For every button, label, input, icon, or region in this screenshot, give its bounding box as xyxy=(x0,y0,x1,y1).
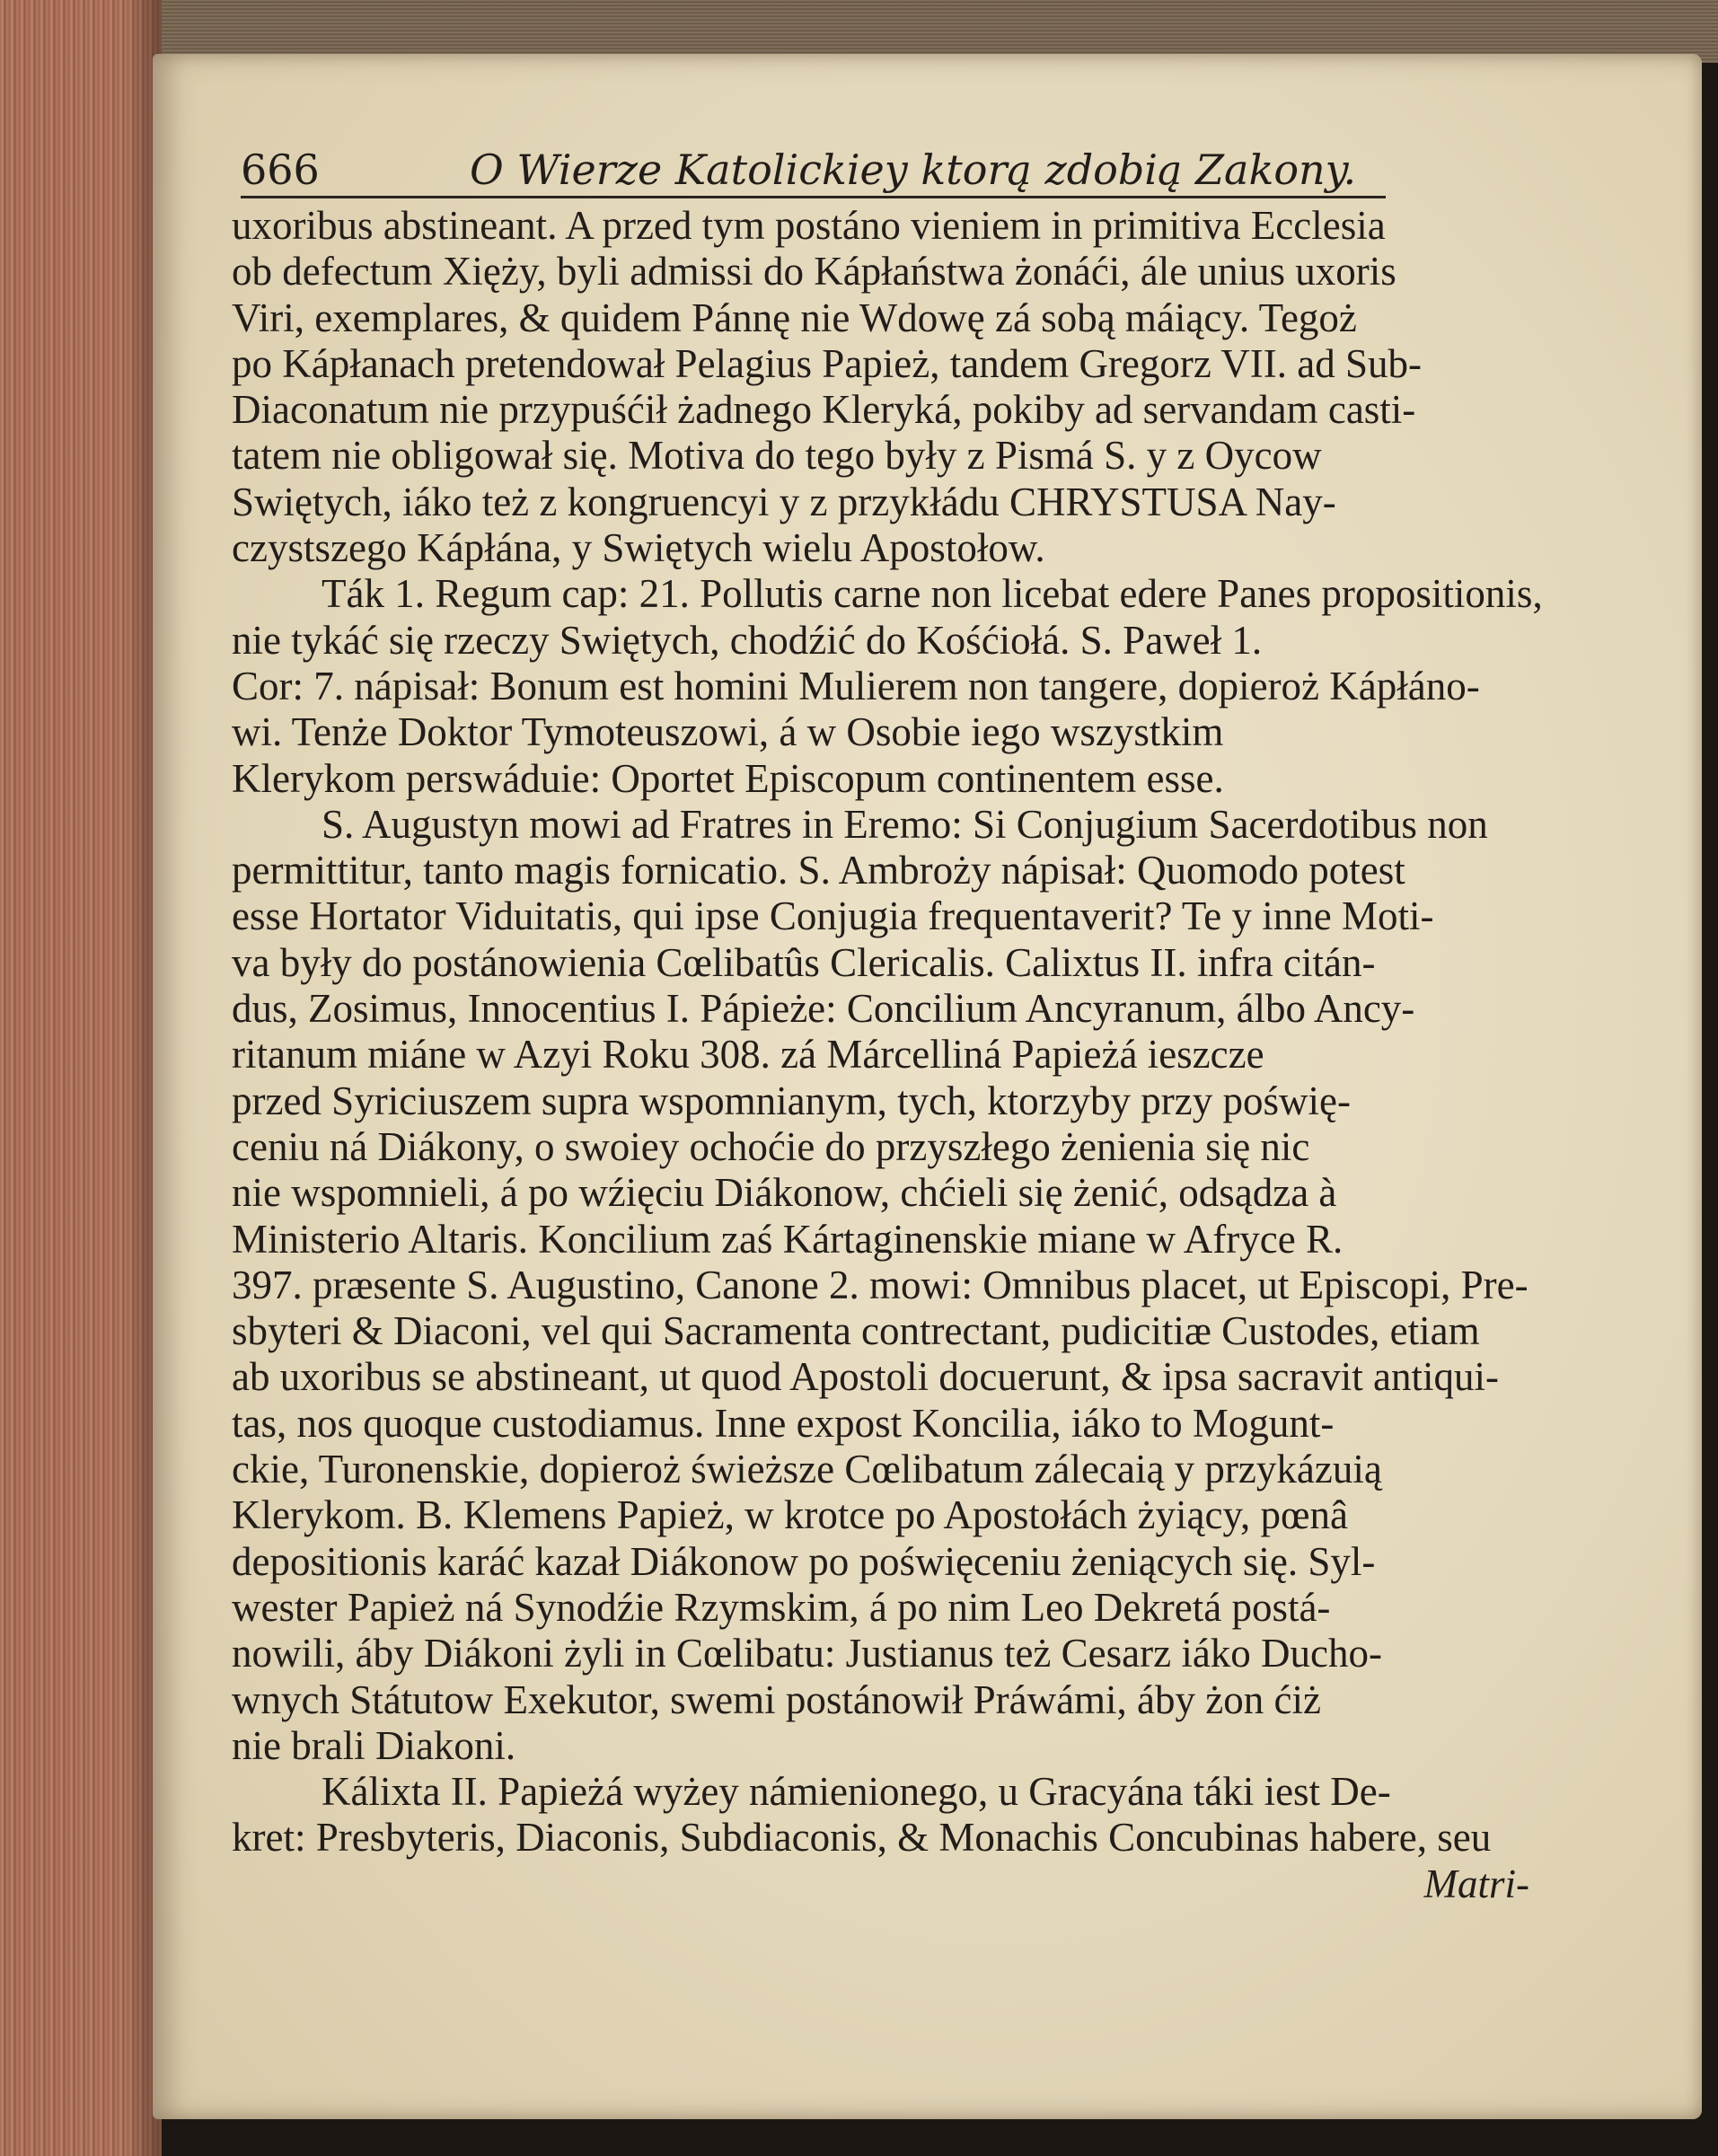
text-line: wi. Tenże Doktor Tymoteuszowi, á w Osobie iego wszystkim xyxy=(232,709,1224,755)
text-line: depositionis karáć kazał Diákonow po poświęceniu żeniących się. Syl- xyxy=(232,1538,1376,1584)
text-line: Ministerio Altaris. Koncilium zaś Kártaginenskie miane w Afryce R. xyxy=(232,1216,1344,1262)
text-line: ab uxoribus se abstineant, ut quod Apostoli docuerunt, & ipsa sacravit antiqui- xyxy=(232,1354,1499,1400)
text-line: Viri, exemplares, & quidem Pánnę nie Wdowę zá sobą máiący. Tegoż xyxy=(232,295,1357,340)
text-line: Klerykom perswáduie: Oportet Episcopum continentem esse. xyxy=(232,755,1224,801)
text-line: ckie, Turonenskie, dopieroż świeższe Cœlibatum zálecaią y przykázuią xyxy=(232,1447,1382,1492)
text-line: po Kápłanach pretendował Pelagius Papież, tandem Gregorz VII. ad Sub- xyxy=(232,340,1422,386)
text-line: nie tykáć się rzeczy Swiętych, chodźić do Kośćiołá. S. Paweł 1. xyxy=(232,617,1263,663)
text-line: wnych Státutow Exekutor, swemi postánowił Práwámi, áby żon ćiż xyxy=(232,1676,1321,1722)
text-line: czystszego Kápłána, y Swiętych wielu Apostołow. xyxy=(232,525,1045,571)
text-line: va były do postánowienia Cœlibatûs Clericalis. Calixtus II. infra citán- xyxy=(232,939,1376,985)
text-line: ceniu ná Diákony, o swoiey ochoćie do przyszłego żenienia się nic xyxy=(232,1123,1310,1169)
page-header xyxy=(241,144,1386,198)
text-line: ob defectum Xięży, byli admissi do Kápłaństwa żonáći, ále unius uxoris xyxy=(232,249,1396,295)
body-text xyxy=(232,203,1574,1907)
text-line: tas, nos quoque custodiamus. Inne expost Koncilia, iáko to Mogunt- xyxy=(232,1400,1335,1446)
text-line: Kálixta II. Papieżá wyżey námienionego, u Gracyána táki iest De- xyxy=(322,1769,1391,1815)
book-page-edges xyxy=(0,0,162,2156)
text-line: Swiętych, iáko też z kongruencyi y z przykłádu CHRYSTUSA Nay- xyxy=(232,479,1336,524)
text-line: permittitur, tanto magis fornicatio. S. Ambroży nápisał: Quomodo potest xyxy=(232,848,1405,893)
text-line: wester Papież ná Synodźie Rzymskim, á po nim Leo Dekretá postá- xyxy=(232,1584,1331,1630)
text-line: tatem nie obligował się. Motiva do tego były z Pismá S. y z Oycow xyxy=(232,433,1322,479)
text-line: Cor: 7. nápisał: Bonum est homini Mulierem non tangere, dopieroż Kápłáno- xyxy=(232,663,1480,708)
page-number: 666 xyxy=(241,145,320,194)
text-line: nowili, áby Diákoni żyli in Cœlibatu: Justianus też Cesarz iáko Ducho- xyxy=(232,1631,1383,1676)
text-line: S. Augustyn mowi ad Fratres in Eremo: Si Conjugium Sacerdotibus non xyxy=(322,801,1488,847)
running-title: O Wierze Katolickiey ktorą zdobią Zakony. xyxy=(470,145,1357,194)
text-line: Ták 1. Regum cap: 21. Pollutis carne non licebat edere Panes propositionis, xyxy=(322,571,1543,617)
text-line: 397. præsente S. Augustino, Canone 2. mowi: Omnibus placet, ut Episcopi, Pre- xyxy=(232,1262,1529,1307)
text-line: uxoribus abstineant. A przed tym postáno vieniem in primitiva Ecclesia xyxy=(232,203,1386,248)
text-line: ritanum miáne w Azyi Roku 308. zá Márcelliná Papieżá ieszcze xyxy=(232,1032,1264,1078)
text-line: Klerykom. B. Klemens Papież, w krotce po Apostołách żyiący, pœnâ xyxy=(232,1492,1349,1538)
text-line: Diaconatum nie przypuśćił żadnego Kleryká, pokiby ad servandam casti- xyxy=(232,387,1416,433)
text-line: esse Hortator Viduitatis, qui ipse Conjugia frequentaverit? Te y inne Moti- xyxy=(232,893,1434,939)
text-line: sbyteri & Diaconi, vel qui Sacramenta contrectant, pudicitiæ Custodes, etiam xyxy=(232,1308,1480,1354)
text-line: nie brali Diakoni. xyxy=(232,1722,516,1768)
text-line: dus, Zosimus, Innocentius I. Pápieże: Concilium Ancyranum, álbo Ancy- xyxy=(232,986,1415,1032)
text-line: kret: Presbyteris, Diaconis, Subdiaconis, & Monachis Concubinas habere, seu xyxy=(232,1815,1492,1861)
text-line: nie wspomnieli, á po wźięciu Diákonow, chćieli się żenić, odsądza à xyxy=(232,1170,1337,1216)
catchword: Matri- xyxy=(1423,1861,1529,1906)
text-line: przed Syriciuszem supra wspomnianym, tych, ktorzyby przy poświę- xyxy=(232,1078,1351,1123)
